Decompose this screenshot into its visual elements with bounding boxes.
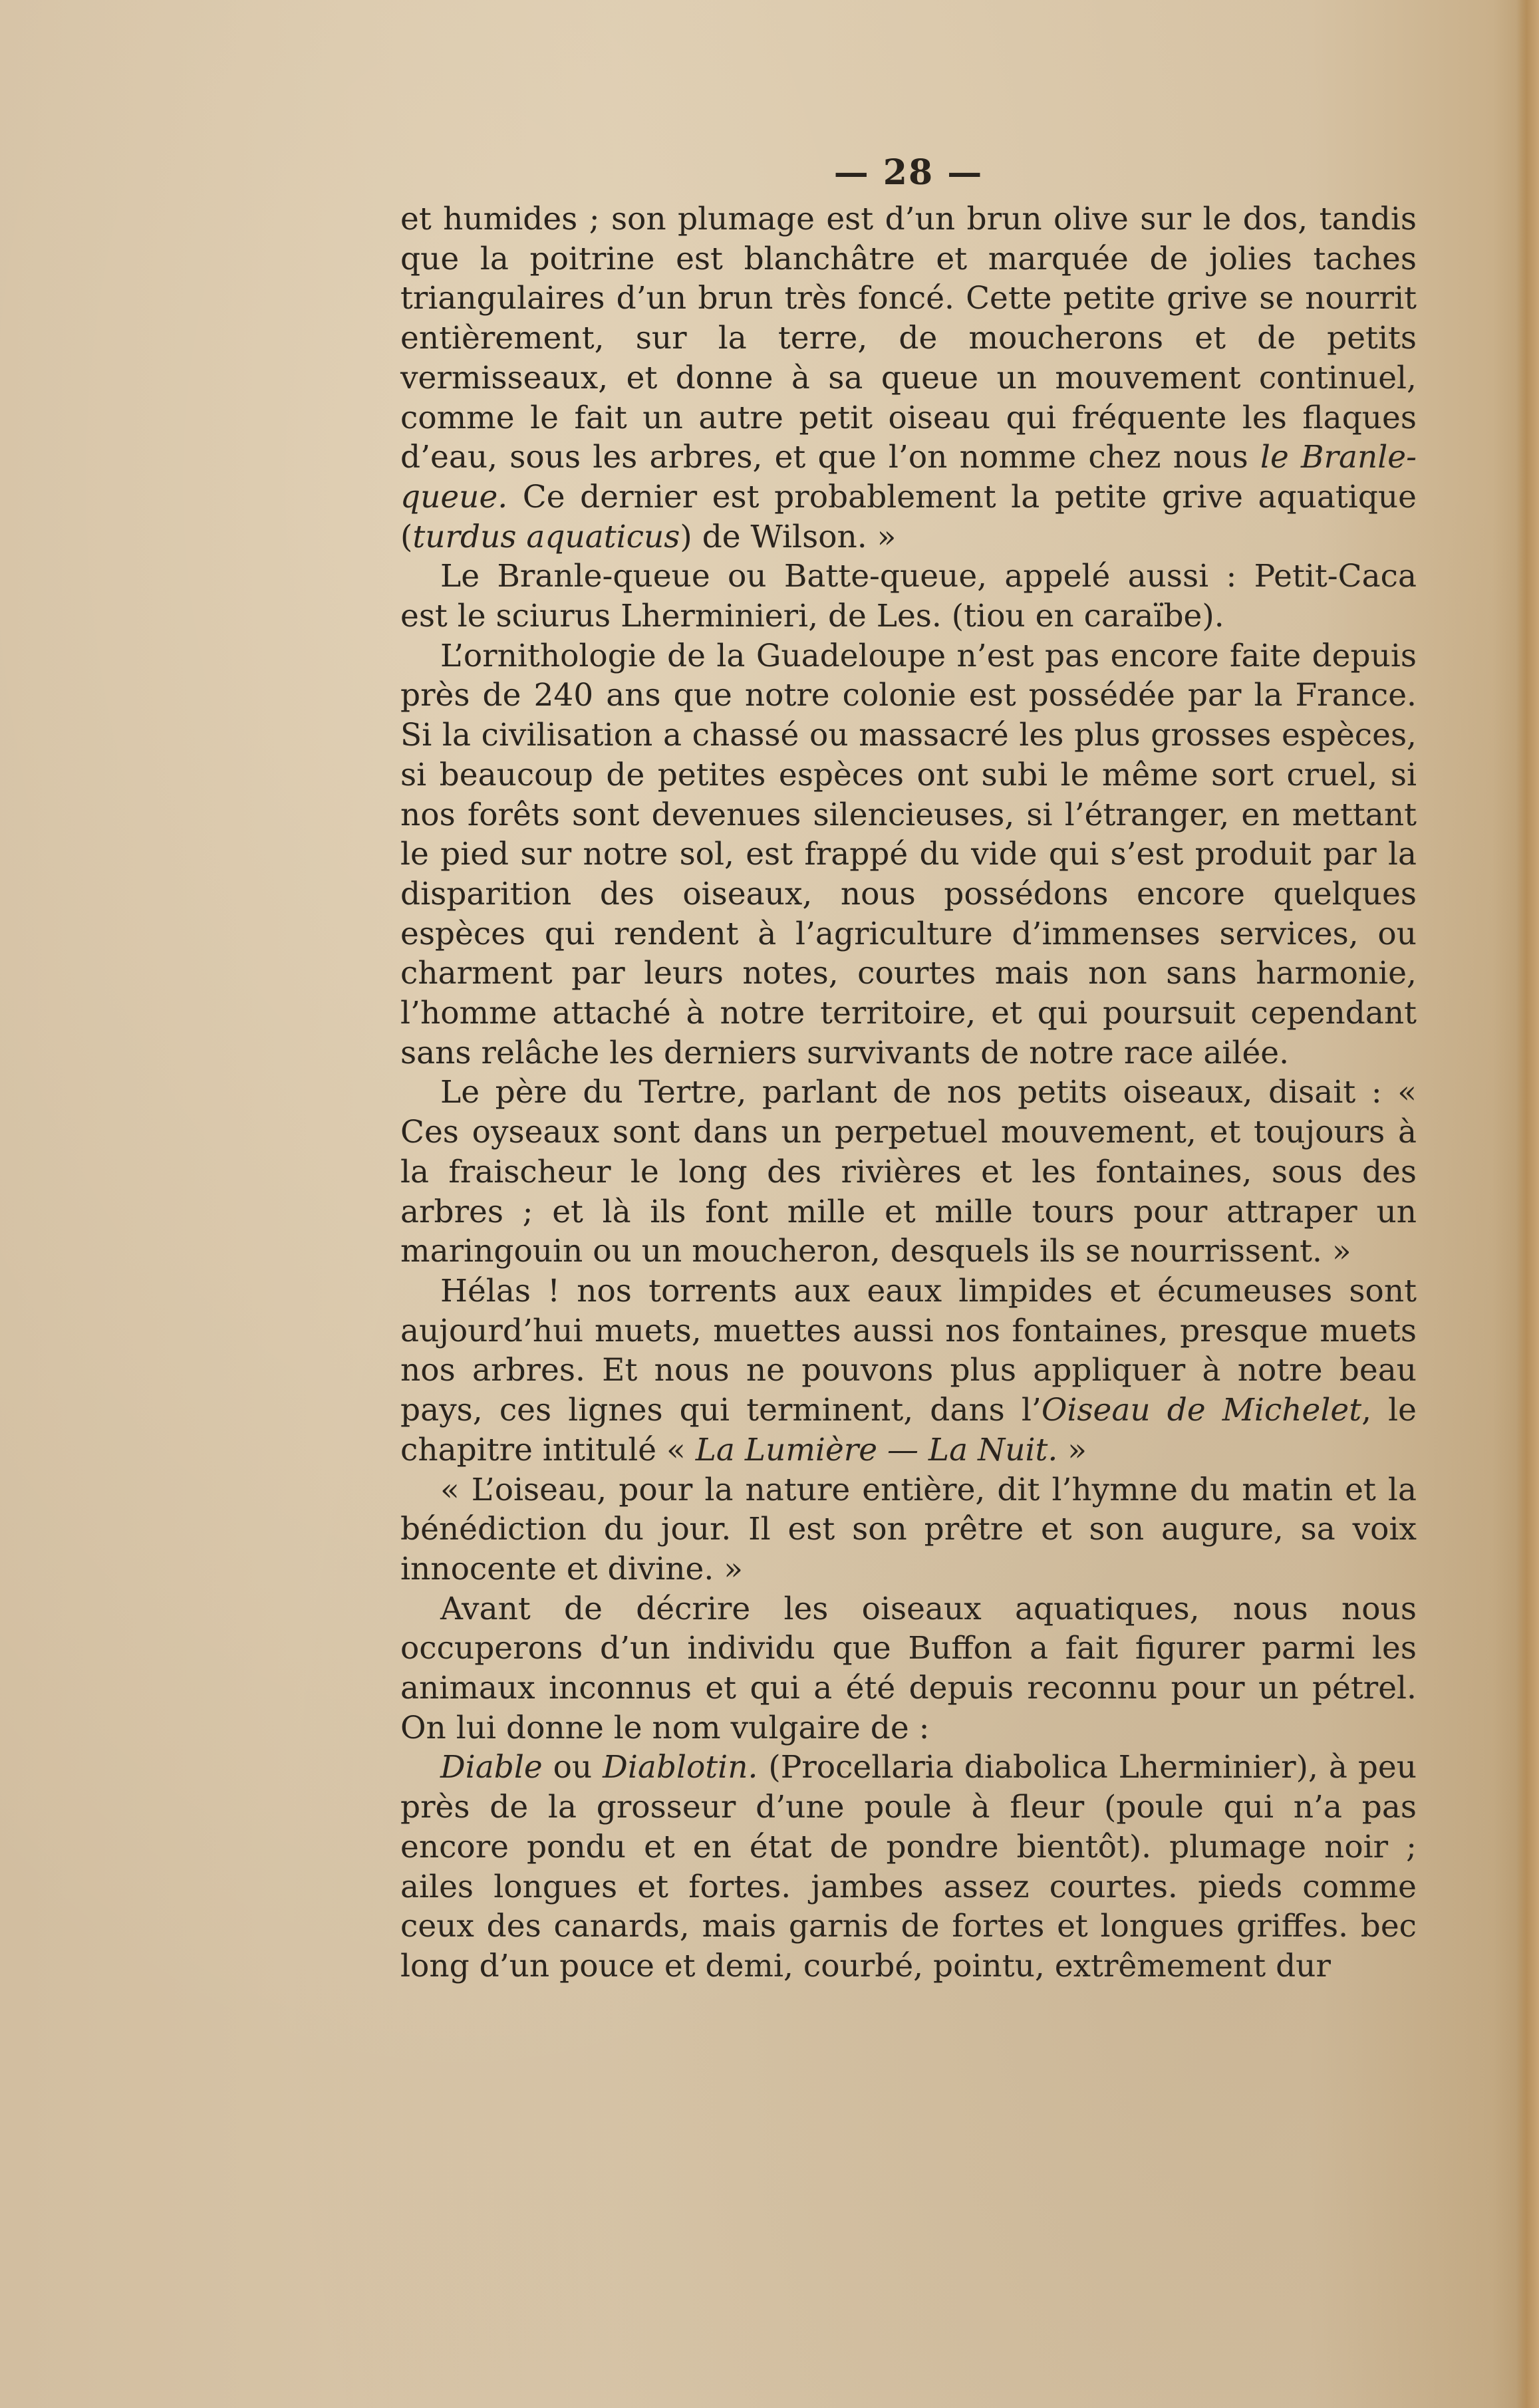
italic-text: Diable	[440, 1749, 543, 1786]
italic-text: La Lumière — La Nuit.	[695, 1431, 1058, 1468]
paragraph-p3	[400, 636, 1417, 1073]
text-run: ou	[542, 1749, 603, 1786]
paragraph-p2	[400, 557, 1417, 636]
text-run: »	[1057, 1431, 1087, 1468]
paragraph-p5	[400, 1271, 1417, 1470]
text-run: Ce dernier est probablement la petite grive aquatique (	[400, 478, 1417, 555]
italic-text: turdus aquaticus	[412, 518, 680, 555]
body-text	[400, 200, 1417, 1986]
text-run: Le Branle-queue ou Batte-queue, appelé aussi : Petit-Caca est le sciurus Lherminieri, de Les. (tiou en caraïbe).	[400, 558, 1417, 635]
document-page	[400, 152, 1417, 1984]
text-run: « L’oiseau, pour la nature entière, dit l’hymne du matin et la bénédiction du jour. Il est son prêtre et son augure, sa voix innocente et divine. »	[400, 1471, 1417, 1587]
italic-text: le Branle-queue.	[400, 439, 1417, 515]
text-run: Avant de décrire les oiseaux aquatiques, nous nous occuperons d’un individu que Buffon a fait figurer parmi les animaux inconnus et qui a été depuis reconnu pour un pétrel. On lui donne le nom vulgaire de :	[400, 1590, 1417, 1746]
text-run: Hélas ! nos torrents aux eaux limpides et écumeuses sont aujourd’hui muets, muettes aussi nos fontaines, presque muets nos arbres. Et nous ne pouvons plus appliquer à notre beau pays, ces lignes qui terminent, dans l’	[400, 1272, 1417, 1429]
text-run: (Procellaria diabolica Lherminier), à peu près de la grosseur d’une poule à fleur (poule qui n’a pas encore pondu et en état de pondre bientôt). plumage noir ; ailes longues et fortes. jambes assez courtes. pieds comme ceux des canards, mais garnis de fortes et longues griffes. bec long d’un pouce et demi, courbé, pointu, extrêmement dur	[400, 1749, 1417, 1984]
page-edge-shadow	[1516, 0, 1539, 2408]
paragraph-p1	[400, 200, 1417, 557]
text-run: L’ornithologie de la Guadeloupe n’est pas encore faite depuis près de 240 ans que notre colonie est possédée par la France. Si la civilisation a chassé ou massacré les plus grosses espèces, si beaucoup de petites espèces ont subi le même sort cruel, si nos forêts sont devenues silencieuses, si l’étranger, en mettant le pied sur notre sol, est frappé du vide qui s’est produit par la disparition des oiseaux, nous possédons encore quelques espèces qui rendent à l’agriculture d’immenses services, ou charment par leurs notes, courtes mais non sans harmonie, l’homme attaché à notre territoire, et qui poursuit cependant sans relâche les derniers survivants de notre race ailée.	[400, 637, 1417, 1071]
paragraph-p4	[400, 1073, 1417, 1271]
text-run: Le père du Tertre, parlant de nos petits oiseaux, disait : « Ces oyseaux sont dans un perpetuel mouvement, et toujours à la fraischeur le long des rivières et les fontaines, sous des arbres ; et là ils font mille et mille tours pour attraper un maringouin ou un moucheron, desquels ils se nourrissent. »	[400, 1074, 1417, 1270]
text-run: , le chapitre intitulé «	[400, 1392, 1417, 1468]
italic-text: Diablotin.	[603, 1749, 758, 1786]
text-run: ) de Wilson. »	[680, 518, 897, 555]
italic-text: Oiseau de Michelet	[1041, 1392, 1362, 1429]
page-number: — 28 —	[833, 152, 984, 193]
paragraph-p7	[400, 1589, 1417, 1748]
paragraph-p8	[400, 1748, 1417, 1986]
text-run: et humides ; son plumage est d’un brun olive sur le dos, tandis que la poitrine est blanchâtre et marquée de jolies taches triangulaires d’un brun très foncé. Cette petite grive se nourrit entièrement, sur la terre, de moucherons et de petits vermisseaux, et donne à sa queue un mouvement continuel, comme le fait un autre petit oiseau qui fréquente les flaques d’eau, sous les arbres, et que l’on nomme chez nous	[400, 201, 1417, 476]
paragraph-p6	[400, 1470, 1417, 1589]
